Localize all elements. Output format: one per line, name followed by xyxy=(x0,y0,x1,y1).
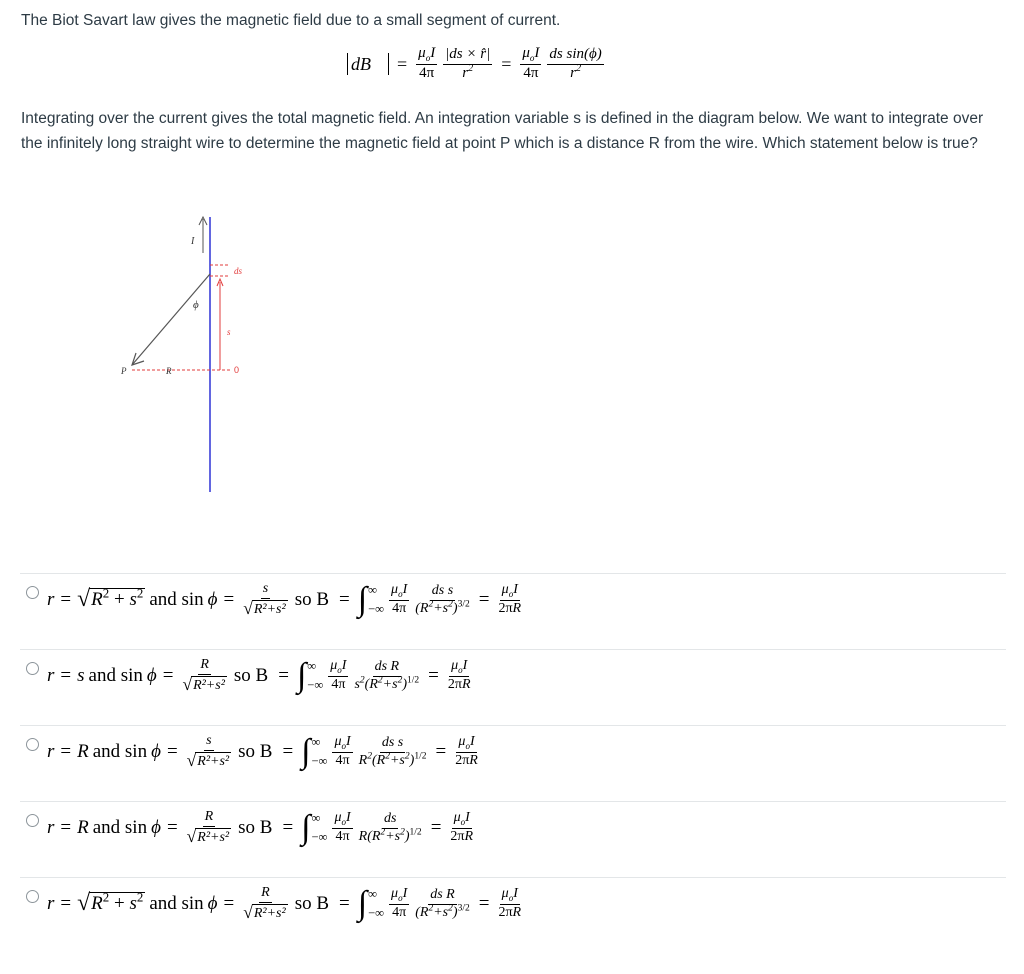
mu0I-over-4pi: $\frac{\mu_oI}{4\pi}$ xyxy=(418,45,436,82)
question-text: Integrating over the current gives the total magnetic field. An integration variable s is defined in the diagram below. We want to integrate over the infinitely long straight wire to determine the magnetic field at point P which is a distance R from the wire. Which statement below is true? xyxy=(21,110,984,152)
integrand-numerator: ds R xyxy=(373,660,402,677)
label-P: P xyxy=(121,366,127,376)
option-3[interactable]: r = R and sin ϕ = s √ R²+s² so B = ∫ ∞ −∞ $\frac{\mu_oI}{4\pi}$ $\frac{\text{ds s}}{R^2(R^2+s^2)^{1/2}}$ = $\frac{\mu_oI}{2\pi R}$ xyxy=(20,725,1006,801)
option-1[interactable]: r = √ $R^2 + s^2$ and sin ϕ = s √ R²+s² so B = ∫ ∞ −∞ $\frac{\mu_oI}{4\pi}$ $\frac{\text{ds s}}{(R^2+s^2)^{3/2}}$ = $\frac{\mu_oI}{2\pi R}$ xyxy=(20,573,1006,649)
sin-numerator: R xyxy=(203,810,216,827)
sin-numerator: s xyxy=(261,582,270,599)
mu0I-over-4pi-2: $\frac{\mu_oI}{4\pi}$ xyxy=(522,45,540,82)
option-5[interactable]: r = √ $R^2 + s^2$ and sin ϕ = R √ R²+s² so B = ∫ ∞ −∞ $\frac{\mu_oI}{4\pi}$ $\frac{\text{ds R}}{(R^2+s^2)^{3/2}}$ = $\frac{\mu_oI}{2\pi R}$ xyxy=(20,877,1006,953)
integrand-numerator: ds s xyxy=(380,736,405,753)
radio-button[interactable] xyxy=(26,738,39,751)
label-R: R xyxy=(166,366,172,376)
integrand-numerator: ds xyxy=(382,812,398,829)
option-4[interactable]: r = R and sin ϕ = R √ R²+s² so B = ∫ ∞ −∞ $\frac{\mu_oI}{4\pi}$ $\frac{ds}{R(R^2+s^2)^{1/2}}$ = $\frac{\mu_oI}{2\pi R}$ xyxy=(20,801,1006,877)
r-vector xyxy=(132,274,210,365)
sin-numerator: R xyxy=(259,886,272,903)
label-s: s xyxy=(227,327,231,337)
label-phi: ϕ xyxy=(193,299,199,311)
label-0: 0 xyxy=(234,365,240,375)
integrand-numerator: ds R xyxy=(428,888,457,905)
answer-options xyxy=(20,573,1006,953)
cross-over-r2: $\frac{|ds \times r̂|}{r^2}$ xyxy=(445,45,491,81)
dB-magnitude: dB⃗ xyxy=(347,53,389,75)
sin-numerator: R xyxy=(198,658,211,675)
intro-text: The Biot Savart law gives the magnetic field due to a small segment of current. xyxy=(21,12,561,29)
biot-savart-equation: dB⃗ = $\frac{\mu_oI}{4\pi}$ $\frac{|ds \times r̂|}{r^2}$ = $\frac{\mu_oI}{4\pi}$ $\frac{\text{ds sin(ϕ)}}{r^2}$ xyxy=(345,46,607,82)
radio-button[interactable] xyxy=(26,890,39,903)
integrand-numerator: ds s xyxy=(430,584,455,601)
radio-button[interactable] xyxy=(26,662,39,675)
label-I: I xyxy=(191,236,195,247)
label-ds: ds xyxy=(234,266,243,276)
sin-numerator: s xyxy=(204,734,213,751)
radio-button[interactable] xyxy=(26,586,39,599)
radio-button[interactable] xyxy=(26,814,39,827)
wire-diagram xyxy=(110,205,270,505)
ds-sin-over-r2: $\frac{\text{ds sin(ϕ)}}{r^2}$ xyxy=(549,45,602,81)
option-2[interactable]: r = s and sin ϕ = R √ R²+s² so B = ∫ ∞ −∞ $\frac{\mu_oI}{4\pi}$ $\frac{\text{ds R}}{s^2(R^2+s^2)^{1/2}}$ = $\frac{\mu_oI}{2\pi R}$ xyxy=(20,649,1006,725)
